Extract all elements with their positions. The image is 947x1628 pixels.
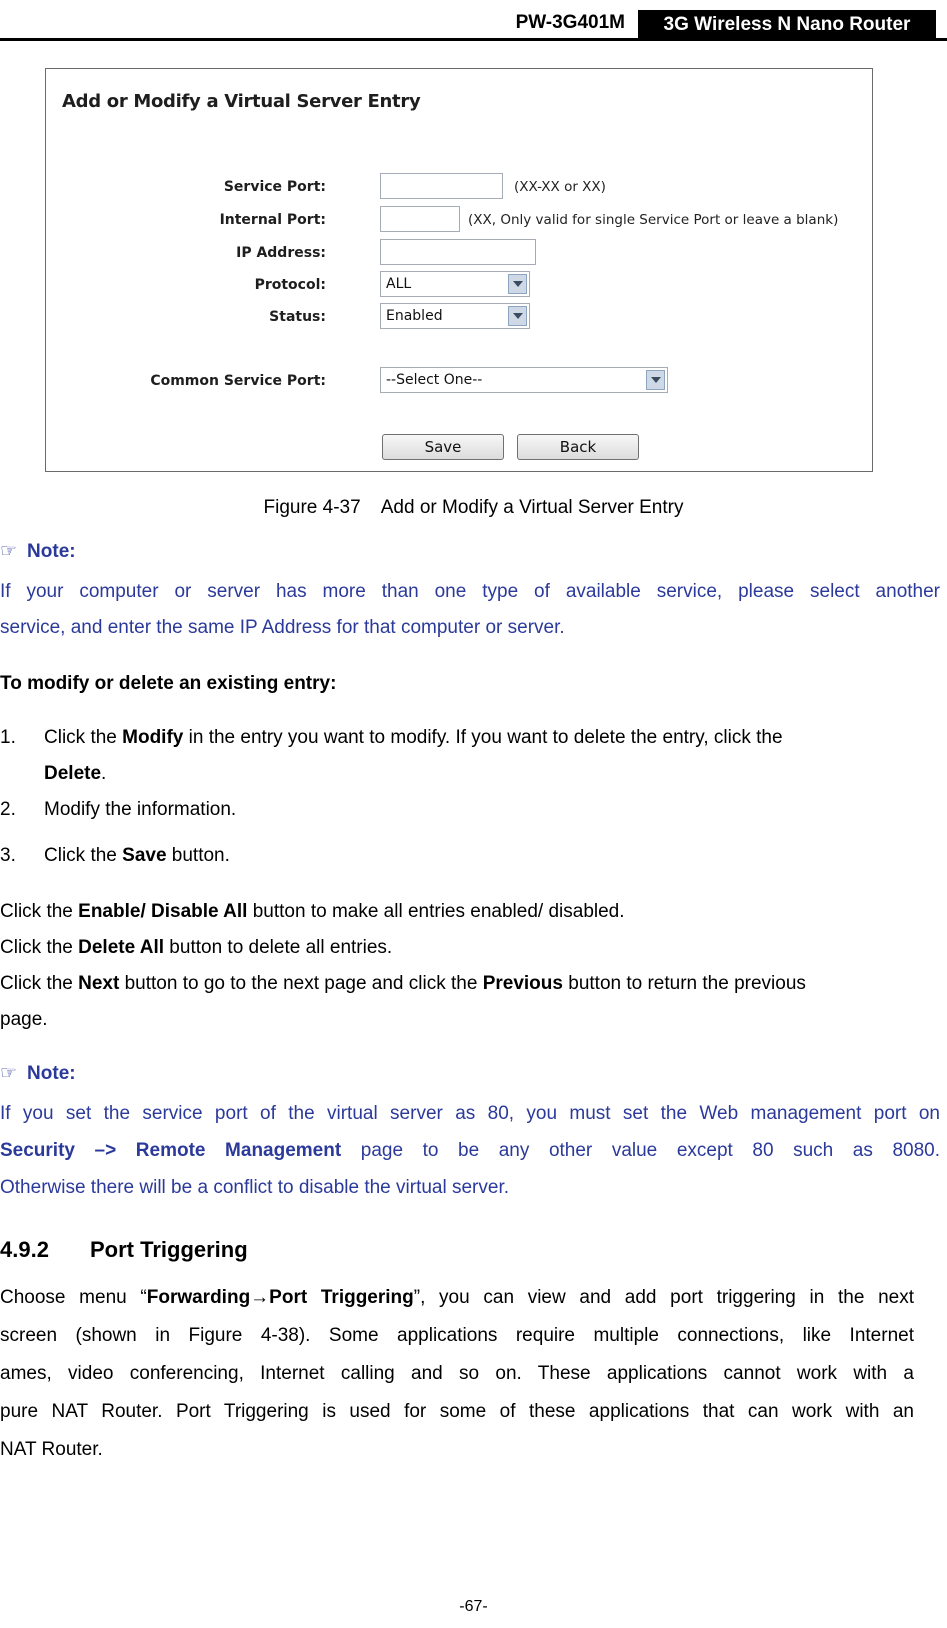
note-heading	[0, 540, 76, 564]
step-bold: Save	[122, 845, 167, 866]
internal-port-label: Internal Port:	[219, 212, 326, 228]
step-number: 2.	[0, 799, 16, 820]
bold-text: Enable/ Disable All	[78, 901, 248, 922]
note-label: Note:	[27, 541, 76, 562]
chevron-down-icon[interactable]	[508, 306, 527, 326]
note-text-line: service, and enter the same IP Address for that computer or server.	[0, 617, 565, 638]
service-port-hint: (XX-XX or XX)	[514, 179, 606, 195]
click-line-next-previous	[0, 966, 940, 1002]
ip-address-label: IP Address:	[236, 245, 326, 261]
note-heading	[0, 1062, 76, 1086]
step-3	[0, 838, 230, 874]
text: button to return the previous	[562, 973, 806, 994]
click-line-delete-all	[0, 930, 392, 966]
text: Choose menu “	[0, 1287, 147, 1308]
common-service-port-select[interactable]	[380, 367, 668, 393]
modify-heading: To modify or delete an existing entry:	[0, 673, 337, 694]
step-number: 3.	[0, 845, 16, 866]
step-1	[0, 720, 940, 756]
note-text: page to be any other value except 80 such as 8080.	[341, 1140, 940, 1161]
note-text-line	[0, 1133, 940, 1169]
note-text-line: Otherwise there will be a conflict to disable the virtual server.	[0, 1177, 510, 1198]
step-text: in the entry you want to modify. If you want to delete the entry, click the	[183, 727, 783, 748]
virtual-server-form-figure	[45, 68, 873, 472]
text: Click the	[0, 937, 79, 958]
click-line-enable-disable	[0, 894, 625, 930]
text: Click the	[0, 901, 79, 922]
common-service-port-label: Common Service Port:	[150, 373, 326, 389]
section-number: 4.9.2	[0, 1237, 49, 1262]
text: button to make all entries enabled/ disabled.	[247, 901, 625, 922]
ip-address-input[interactable]	[380, 239, 536, 265]
protocol-select[interactable]	[380, 271, 530, 297]
paragraph-line: ames, video conferencing, Internet calling and so on. These applications cannot work with a	[0, 1363, 914, 1384]
figure-caption: Figure 4-37 Add or Modify a Virtual Server Entry	[263, 497, 684, 518]
paragraph-line: NAT Router.	[0, 1439, 103, 1460]
bold-text: Delete All	[78, 937, 165, 958]
step-text: Click the	[44, 727, 123, 748]
paragraph-line: screen (shown in Figure 4-38). Some applications require multiple connections, like Internet	[0, 1325, 914, 1346]
form-title: Add or Modify a Virtual Server Entry	[62, 91, 421, 112]
service-port-label: Service Port:	[223, 179, 326, 195]
header-product-title: 3G Wireless N Nano Router	[638, 10, 936, 40]
status-select-value: Enabled	[386, 308, 443, 324]
internal-port-input[interactable]	[380, 206, 460, 232]
paragraph-line	[0, 1280, 914, 1316]
protocol-select-value: ALL	[386, 276, 412, 292]
text: button to go to the next page and click the	[119, 973, 483, 994]
step-text: Modify the information.	[44, 799, 237, 820]
internal-port-hint: (XX, Only valid for single Service Port or leave a blank)	[468, 212, 839, 228]
header-model: PW-3G401M	[515, 12, 625, 33]
pointing-hand-icon: ☞	[0, 1063, 18, 1084]
pointing-hand-icon: ☞	[0, 541, 18, 562]
note-text-line: If you set the service port of the virtual server as 80, you must set the Web management port on	[0, 1103, 940, 1124]
page-number: -67-	[459, 1598, 488, 1615]
step-bold: Modify	[122, 727, 184, 748]
note-bold: Security –> Remote Management	[0, 1140, 342, 1161]
step-1-cont	[44, 756, 106, 792]
step-2	[0, 792, 236, 828]
section-title: Port Triggering	[90, 1237, 248, 1262]
service-port-input[interactable]	[380, 173, 503, 199]
step-text: Click the	[44, 845, 123, 866]
save-button[interactable]: Save	[382, 434, 504, 460]
text: button to delete all entries.	[164, 937, 393, 958]
section-heading	[0, 1236, 248, 1264]
step-number: 1.	[0, 727, 16, 748]
text: ”, you can view and add port triggering in the next	[413, 1287, 914, 1308]
step-text: .	[101, 763, 107, 784]
protocol-label: Protocol:	[254, 277, 326, 293]
chevron-down-icon[interactable]	[508, 274, 527, 294]
note-text-line: If your computer or server has more than one type of available service, please select another	[0, 581, 940, 602]
step-bold: Delete	[44, 763, 102, 784]
menu-path: Forwarding→Port Triggering	[146, 1287, 414, 1308]
common-service-port-value: --Select One--	[386, 372, 483, 388]
text: Click the	[0, 973, 79, 994]
click-line-next-previous-cont: page.	[0, 1009, 48, 1030]
bold-text: Next	[78, 973, 120, 994]
back-button[interactable]: Back	[517, 434, 639, 460]
step-text: button.	[166, 845, 230, 866]
status-label: Status:	[269, 309, 326, 325]
note-label: Note:	[27, 1063, 76, 1084]
header-rule	[0, 38, 947, 41]
bold-text: Previous	[482, 973, 563, 994]
paragraph-line: pure NAT Router. Port Triggering is used for some of these applications that can work with an	[0, 1401, 914, 1422]
chevron-down-icon[interactable]	[646, 370, 665, 390]
status-select[interactable]	[380, 303, 530, 329]
